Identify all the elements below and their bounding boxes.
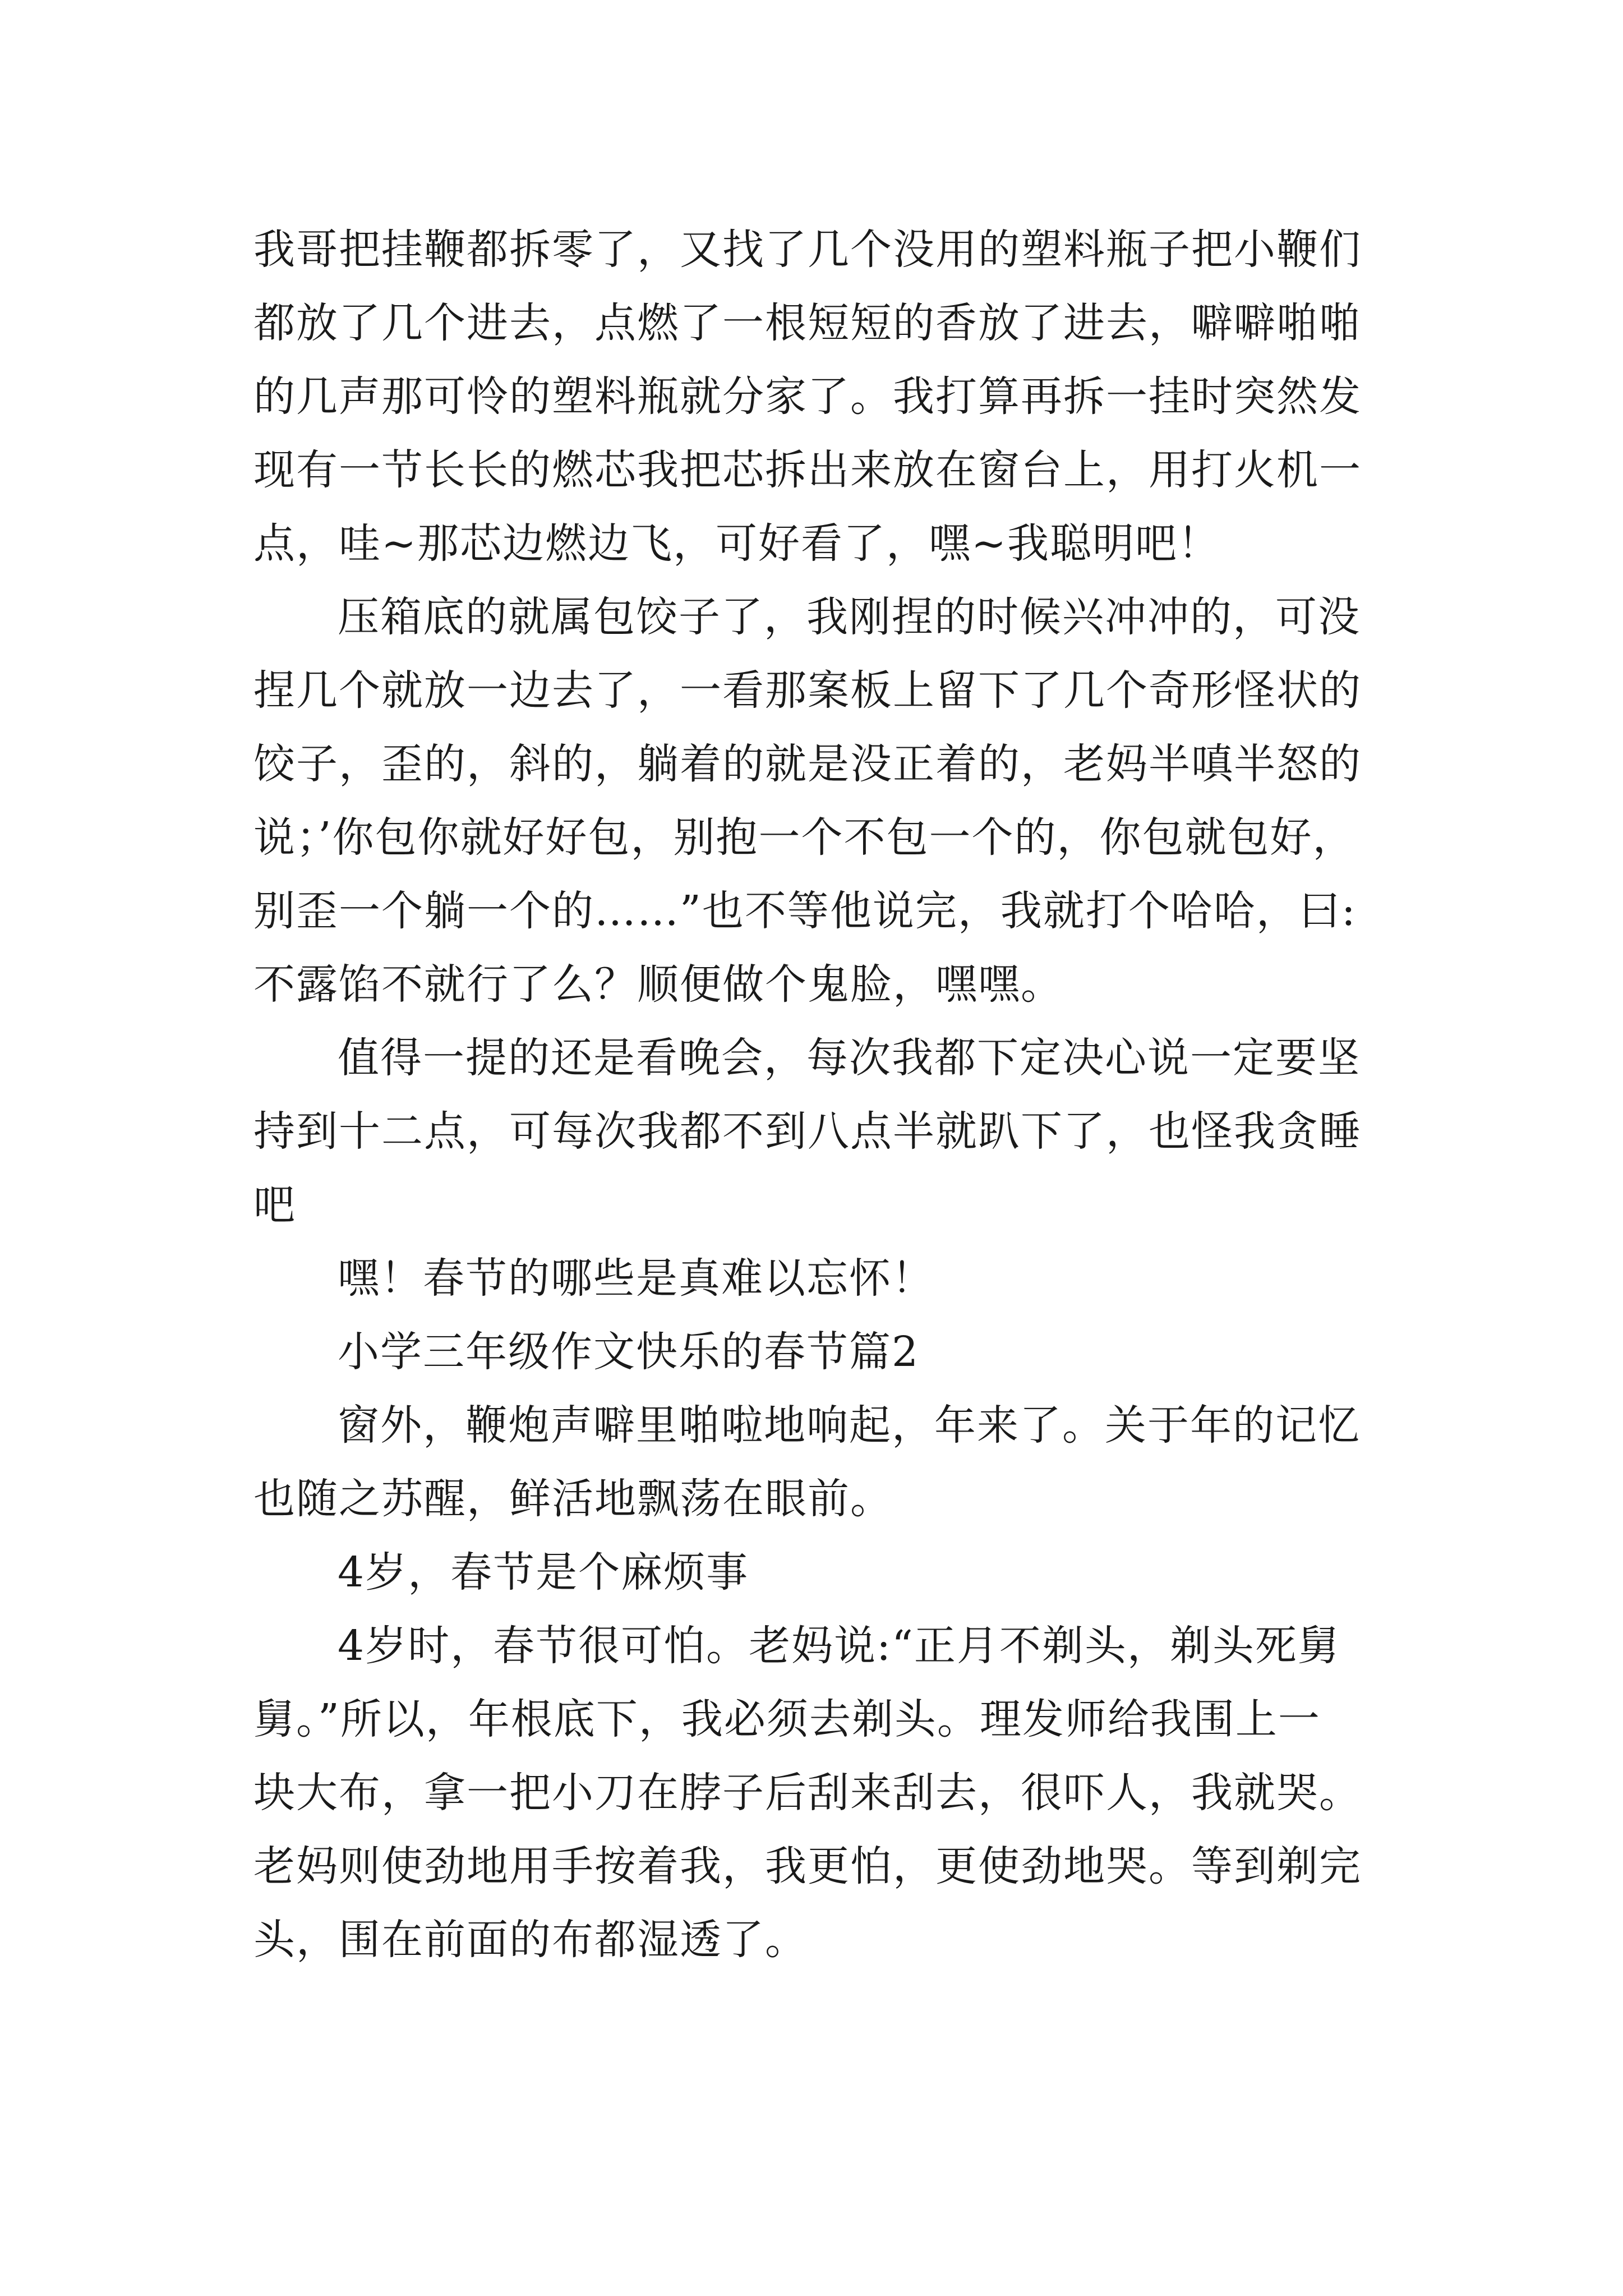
text-line: 现有一节长长的燃芯我把芯拆出来放在窗台上，用打火机一 xyxy=(253,446,1362,494)
text-line: 值得一提的还是看晚会，每次我都下定决心说一定要坚 xyxy=(338,1034,1361,1082)
text-line: 舅。”所以，年根底下，我必须去剃头。理发师给我围上一 xyxy=(253,1695,1321,1743)
text-line: 说；’你包你就好好包，别抱一个不包一个的，你包就包好， xyxy=(253,813,1355,862)
text-line: 持到十二点，可每次我都不到八点半就趴下了，也怪我贪睡 xyxy=(253,1107,1362,1156)
text-line: 别歪一个躺一个的……”也不等他说完，我就打个哈哈，曰: xyxy=(253,887,1357,935)
text-line: 的几声那可怜的塑料瓶就分家了。我打算再拆一挂时突然发 xyxy=(253,372,1362,421)
section-heading-age-4 xyxy=(253,1536,1409,1609)
text-line: 也随之苏醒，鲜活地飘荡在眼前。 xyxy=(253,1475,893,1523)
paragraph-haircut xyxy=(253,1609,1409,1977)
text-line: 嘿！春节的哪些是真难以忘怀！ xyxy=(338,1254,934,1303)
text-line: 4岁时，春节很可怕。老妈说:“正月不剃头，剃头死舅 xyxy=(338,1622,1340,1670)
paragraph-window xyxy=(253,1389,1409,1536)
text-line: 都放了几个进去，点燃了一根短短的香放了进去，噼噼啪啪 xyxy=(253,299,1362,347)
essay-heading xyxy=(253,1315,1409,1389)
text-line: 饺子，歪的，斜的，躺着的就是没正着的，老妈半嗔半怒的 xyxy=(253,740,1362,788)
text-line: 压箱底的就属包饺子了，我刚捏的时候兴冲冲的，可没 xyxy=(338,593,1361,641)
text-line: 窗外，鞭炮声噼里啪啦地响起，年来了。关于年的记忆 xyxy=(338,1401,1361,1450)
text-line: 块大布，拿一把小刀在脖子后刮来刮去，很吓人，我就哭。 xyxy=(253,1769,1362,1817)
text-line: 不露馅不就行了么？顺便做个鬼脸，嘿嘿。 xyxy=(253,960,1063,1009)
paragraph-dumplings xyxy=(253,581,1409,1022)
section-title: 4岁，春节是个麻烦事 xyxy=(338,1548,749,1596)
document-body xyxy=(253,213,1409,1977)
text-line: 吧 xyxy=(253,1181,296,1229)
text-line: 我哥把挂鞭都拆零了，又找了几个没用的塑料瓶子把小鞭们 xyxy=(253,226,1362,274)
paragraph-unforgettable xyxy=(253,1242,1409,1315)
essay-title: 小学三年级作文快乐的春节篇2 xyxy=(338,1328,920,1376)
paragraph-gala xyxy=(253,1022,1409,1242)
text-line: 头，围在前面的布都湿透了。 xyxy=(253,1916,808,1964)
text-line: 老妈则使劲地用手按着我，我更怕，更使劲地哭。等到剃完 xyxy=(253,1842,1362,1890)
text-line: 捏几个就放一边去了，一看那案板上留下了几个奇形怪状的 xyxy=(253,666,1362,715)
paragraph-firecrackers xyxy=(253,213,1409,581)
text-line: 点，哇~那芯边燃边飞，可好看了，嘿~我聪明吧！ xyxy=(253,519,1221,568)
